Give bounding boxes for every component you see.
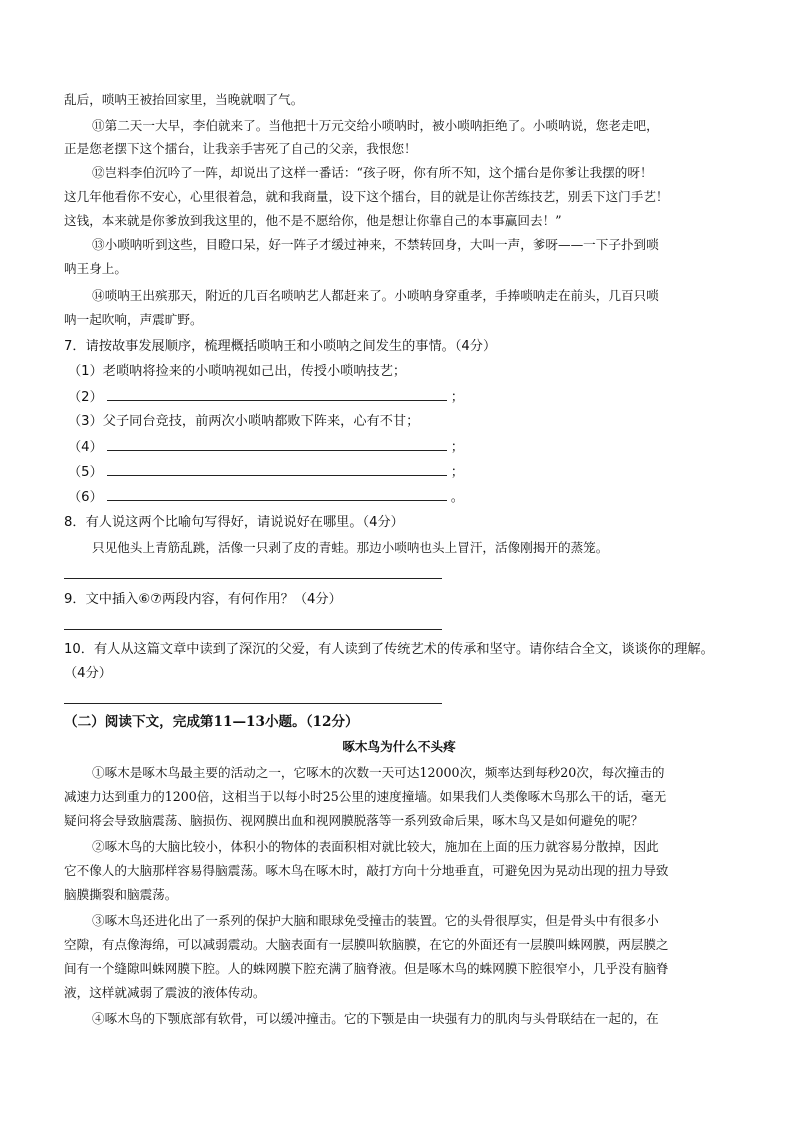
story-paragraph-13-line-2: 呐王身上。: [64, 261, 127, 276]
story-paragraph-11-line-1: ⑪第二天一大早，李伯就来了。当他把十万元交给小唢呐时，被小唢呐拒绝了。小唢呐说，您老走吧，: [92, 118, 659, 133]
question-7-prompt: 7．请按故事发展顺序，梳理概括唢呐王和小唢呐之间发生的事情。（4分）: [64, 339, 497, 354]
answer-blank[interactable]: [107, 463, 447, 476]
question-10-prompt: 10．有人从这篇文章中读到了深沉的父爱，有人读到了传统艺术的传承和坚守。请你结合全文，谈谈你的理解。: [64, 642, 714, 657]
article-paragraph-1-line-1: ①啄木是啄木鸟最主要的活动之一，它啄木的次数一天可达12000次，频率达到每秒20次，每次撞击的: [92, 765, 665, 780]
item-number: （3）: [68, 414, 103, 429]
item-text: 父子同台竞技，前两次小唢呐都败下阵来，心有不甘；: [102, 414, 420, 429]
story-paragraph-14-line-1: ⑭唢呐王出殡那天，附近的几百名唢呐艺人都赶来了。小唢呐身穿重孝，手捧唢呐走在前头，几百只唢: [92, 288, 659, 303]
item-number: （4）: [68, 440, 103, 455]
item-end-punctuation: ；: [450, 390, 464, 405]
article-paragraph-3-line-3: 间有一个缝隙叫蛛网膜下腔。人的蛛网膜下腔充满了脑脊液。但是啄木鸟的蛛网膜下腔很窄小，几乎没有脑脊: [64, 961, 669, 976]
item-number: （5）: [68, 465, 103, 480]
story-paragraph-11-line-2: 正是您老摆下这个擂台，让我亲手害死了自己的父亲，我恨您！: [64, 141, 417, 156]
item-end-punctuation: ；: [450, 465, 464, 480]
article-paragraph-3-line-1: ③啄木鸟还进化出了一系列的保护大脑和眼球免受撞击的装置。它的头骨很厚实，但是骨头中有很多小: [92, 913, 659, 928]
article-paragraph-1-line-2: 减速力达到重力的1200倍，这相当于以每小时25公里的速度撞墙。如果我们人类像啄木鸟那么干的话，毫无: [64, 789, 667, 804]
answer-blank[interactable]: [107, 438, 447, 451]
story-paragraph-12-line-1: ⑫岂料李伯沉吟了一阵，却说出了这样一番话：“孩子呀，你有所不知，这个擂台是你爹让我摆的呀！: [92, 165, 653, 180]
article-paragraph-4-line-1: ④啄木鸟的下颚底部有软骨，可以缓冲撞击。它的下颚是由一块强有力的肌肉与头骨联结在一起的，在: [92, 1011, 659, 1026]
question-8-prompt: 8．有人说这两个比喻句写得好，请说说好在哪里。（4分）: [64, 515, 404, 530]
story-paragraph-13-line-1: ⑬小唢呐听到这些，目瞪口呆，好一阵子才缓过神来，不禁转回身，大叫一声，爹呀——一下子扑到唢: [92, 237, 659, 252]
question-7-item-4: [68, 438, 738, 457]
item-number: （6）: [68, 490, 103, 505]
question-9-answer-line[interactable]: [64, 629, 442, 630]
article-title: 啄木鸟为什么不头疼: [342, 739, 456, 754]
item-text: 老唢呐将捡来的小唢呐视如己出，传授小唢呐技艺；: [102, 364, 407, 379]
question-7-item-2: [68, 388, 738, 407]
article-paragraph-1-line-3: 疑问将会导致脑震荡、脑损伤、视网膜出血和视网膜脱落等一系列致命后果，啄木鸟又是如何避免的呢？: [64, 813, 644, 828]
item-end-punctuation: 。: [450, 490, 464, 505]
story-paragraph-14-line-2: 呐一起吹响，声震旷野。: [64, 312, 203, 327]
question-8-quote: 只见他头上青筋乱跳，活像一只剥了皮的青蛙。那边小唢呐也头上冒汗，活像刚揭开的蒸笼。: [92, 540, 609, 555]
article-paragraph-2-line-1: ②啄木鸟的大脑比较小，体积小的物体的表面积相对就比较大，施加在上面的压力就容易分散掉，因此: [92, 839, 659, 854]
question-9-prompt: 9．文中插入⑥⑦两段内容，有何作用？（4分）: [64, 592, 342, 607]
story-paragraph-12-line-2: 这几年他看你不安心，心里很着急，就和我商量，设下这个擂台，目的就是让你苦练技艺，别丢下这门手艺！: [64, 189, 669, 204]
item-end-punctuation: ；: [450, 440, 464, 455]
question-10-score: （4分）: [64, 666, 112, 681]
question-7-item-3: [68, 413, 738, 431]
question-7-item-1: [68, 363, 738, 381]
story-paragraph-12-line-3: 这钱，本来就是你爹放到我这里的，他不是不愿给你，他是想让你靠自己的本事赢回去！”: [64, 213, 562, 228]
answer-blank[interactable]: [107, 488, 447, 501]
question-8-answer-line[interactable]: [64, 578, 442, 579]
article-paragraph-2-line-3: 脑膜撕裂和脑震荡。: [64, 887, 178, 902]
question-7-item-6: [68, 488, 738, 507]
article-paragraph-3-line-2: 空隙，有点像海绵，可以减弱震动。大脑表面有一层膜叫软脑膜，在它的外面还有一层膜叫蛛网膜，两层膜之: [64, 937, 669, 952]
item-number: （1）: [68, 364, 103, 379]
item-number: （2）: [68, 390, 103, 405]
story-paragraph-10-end: 乱后，唢呐王被抬回家里，当晚就咽了气。: [64, 92, 304, 107]
question-10-answer-line[interactable]: [64, 703, 442, 704]
section-2-heading: （二）阅读下文，完成第11—13小题。（12分）: [64, 714, 359, 730]
answer-blank[interactable]: [107, 388, 447, 401]
question-7-item-5: [68, 463, 738, 482]
article-paragraph-2-line-2: 它不像人的大脑那样容易得脑震荡。啄木鸟在啄木时，敲打方向十分地垂直，可避免因为晃动出现的扭力导致: [64, 863, 669, 878]
article-paragraph-3-line-4: 液，这样就减弱了震波的液体传动。: [64, 985, 266, 1000]
